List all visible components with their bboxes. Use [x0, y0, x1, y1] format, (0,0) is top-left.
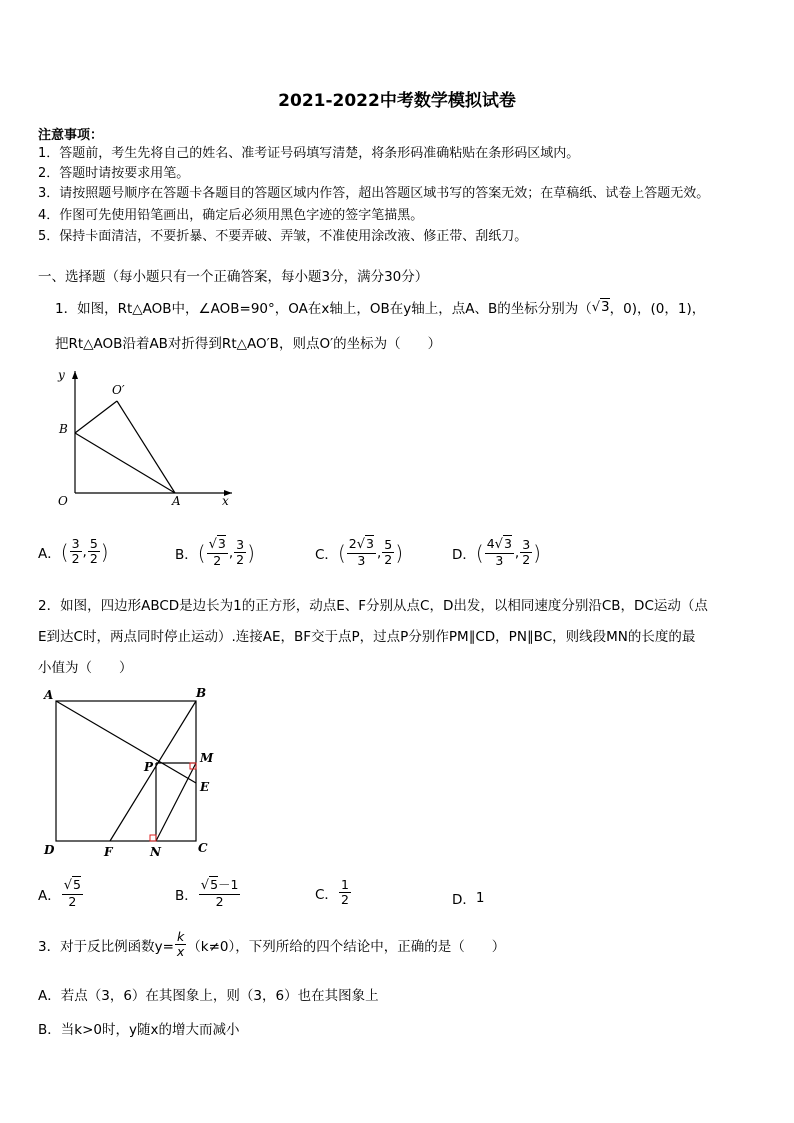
segment-ba [75, 433, 175, 493]
q2-option-b[interactable] [175, 878, 241, 909]
fraction: $\frac{1}{2}$ [340, 877, 349, 908]
label-b: B [196, 686, 207, 700]
section-heading: 一、选择题（每小题只有一个正确答案，每小题3分，满分30分） [38, 269, 429, 285]
fraction-k-over-x: $\frac{k}{x}$ [176, 929, 185, 960]
fraction: $\frac{√5}{2}$ [63, 877, 81, 909]
notice-heading: 注意事项： [38, 128, 104, 143]
right-angle-mark-n [150, 835, 156, 841]
option-letter: C． [315, 886, 338, 903]
q3-stem-post: （k≠0），下列所给的四个结论中，正确的是（ ） [187, 938, 506, 955]
q1-sqrt3: √3 [591, 299, 610, 315]
label-p: P [144, 760, 154, 774]
option-letter: A． [38, 887, 61, 904]
fraction: $\frac{3}{2}$ [236, 536, 245, 568]
label-o-prime: O′ [112, 383, 125, 397]
option-letter: B． [175, 887, 198, 904]
q3-option-a[interactable]: A．若点（3，6）在其图象上，则（3，6）也在其图象上 [38, 988, 379, 1004]
q1-option-c[interactable]: C． ( $\frac{2√3}{3}$ , $\frac{5}{2}$ ) [315, 536, 404, 568]
notice-item-5: 5．保持卡面清洁，不要折暴、不要弄破、弄皱，不准使用涂改液、修正带、刮纸刀。 [38, 229, 528, 244]
option-letter: D． [452, 892, 476, 908]
option-letter: C． [315, 546, 338, 563]
q3-stem [38, 930, 505, 960]
q1-stem-text-b: ，0)，(0，1)， [609, 301, 706, 317]
option-letter: B． [175, 546, 198, 563]
q3-option-b[interactable]: B．当k>0时，y随x的增大而减小 [38, 1022, 240, 1038]
q1-stem-text-a: 1．如图，Rt△AOB中，∠AOB=90°，OA在x轴上，OB在y轴上，点A、B的坐标分别为（ [55, 301, 592, 317]
q3-stem-pre: 3．对于反比例函数y= [38, 938, 174, 955]
label-m: M [200, 751, 214, 765]
q1-option-d[interactable]: D． ( $\frac{4√3}{3}$ , $\frac{3}{2}$ ) [452, 536, 541, 568]
q2-option-a[interactable] [38, 878, 84, 909]
q2-stem-line2: E到达C时，两点同时停止运动）.连接AE，BF交于点P，过点P分别作PM∥CD，PN∥BC，则线段MN的长度的最 [38, 629, 696, 645]
fraction: $\frac{2√3}{3}$ [348, 536, 374, 568]
q2-figure [38, 685, 223, 863]
notice-item-1: 1．答题前，考生先将自己的姓名、准考证号码填写清楚，将条形码准确粘贴在条形码区域内。 [38, 146, 580, 161]
fraction: $\frac{4√3}{3}$ [486, 536, 512, 568]
option-letter: A． [38, 545, 61, 562]
notice-item-2: 2．答题时请按要求用笔。 [38, 166, 190, 181]
q1-option-b[interactable]: B． ( $\frac{√3}{2}$ , $\frac{3}{2}$ ) [175, 536, 255, 568]
notice-item-3: 3．请按照题号顺序在答题卡各题目的答题区域内作答，超出答题区域书写的答案无效；在草稿纸、试卷上答题无效。 [38, 186, 710, 201]
label-b: B [59, 422, 68, 436]
segment-bo-prime [75, 401, 117, 433]
segment-o-prime-a [117, 401, 175, 493]
fraction: $\frac{5}{2}$ [89, 536, 98, 567]
label-e: E [200, 780, 210, 794]
label-d: D [44, 843, 55, 857]
label-n: N [150, 845, 161, 859]
label-a: A [172, 494, 181, 508]
fraction: $\frac{√3}{2}$ [208, 536, 226, 568]
q1-figure [50, 365, 240, 515]
segment-nm [156, 763, 196, 841]
label-x: x [222, 494, 229, 508]
option-value: 1 [475, 890, 485, 906]
notice-item-4: 4．作图可先使用铅笔画出，确定后必须用黑色字迹的签字笔描黑。 [38, 208, 424, 223]
q2-option-c[interactable] [315, 878, 352, 908]
page-title: 2021-2022中考数学模拟试卷 [278, 91, 516, 111]
q1-stem-line2: 把Rt△AOB沿着AB对折得到Rt△AO′B，则点O′的坐标为（ ） [55, 336, 442, 352]
label-a: A [44, 688, 54, 702]
segment-ae [56, 701, 196, 783]
q2-stem-line3: 小值为（ ） [38, 660, 133, 676]
fraction: $\frac{3}{2}$ [522, 536, 531, 568]
label-f: F [104, 845, 113, 859]
y-axis-arrow [72, 371, 78, 379]
fraction: $\frac{√5-1}{2}$ [200, 877, 239, 909]
label-y: y [58, 368, 65, 382]
fraction: $\frac{3}{2}$ [71, 536, 80, 567]
q1-option-a[interactable]: A． ( $\frac{3}{2}$ , $\frac{5}{2}$ ) [38, 536, 109, 567]
label-o: O [58, 494, 68, 508]
option-letter: D． [452, 546, 476, 563]
label-c: C [198, 841, 208, 855]
q1-stem-line1 [55, 297, 705, 317]
q2-option-d[interactable] [452, 888, 485, 908]
fraction: $\frac{5}{2}$ [384, 536, 393, 568]
q2-stem-line1: 2．如图，四边形ABCD是边长为1的正方形，动点E、F分别从点C，D出发，以相同速度分别沿CB，DC运动（点 [38, 598, 708, 614]
